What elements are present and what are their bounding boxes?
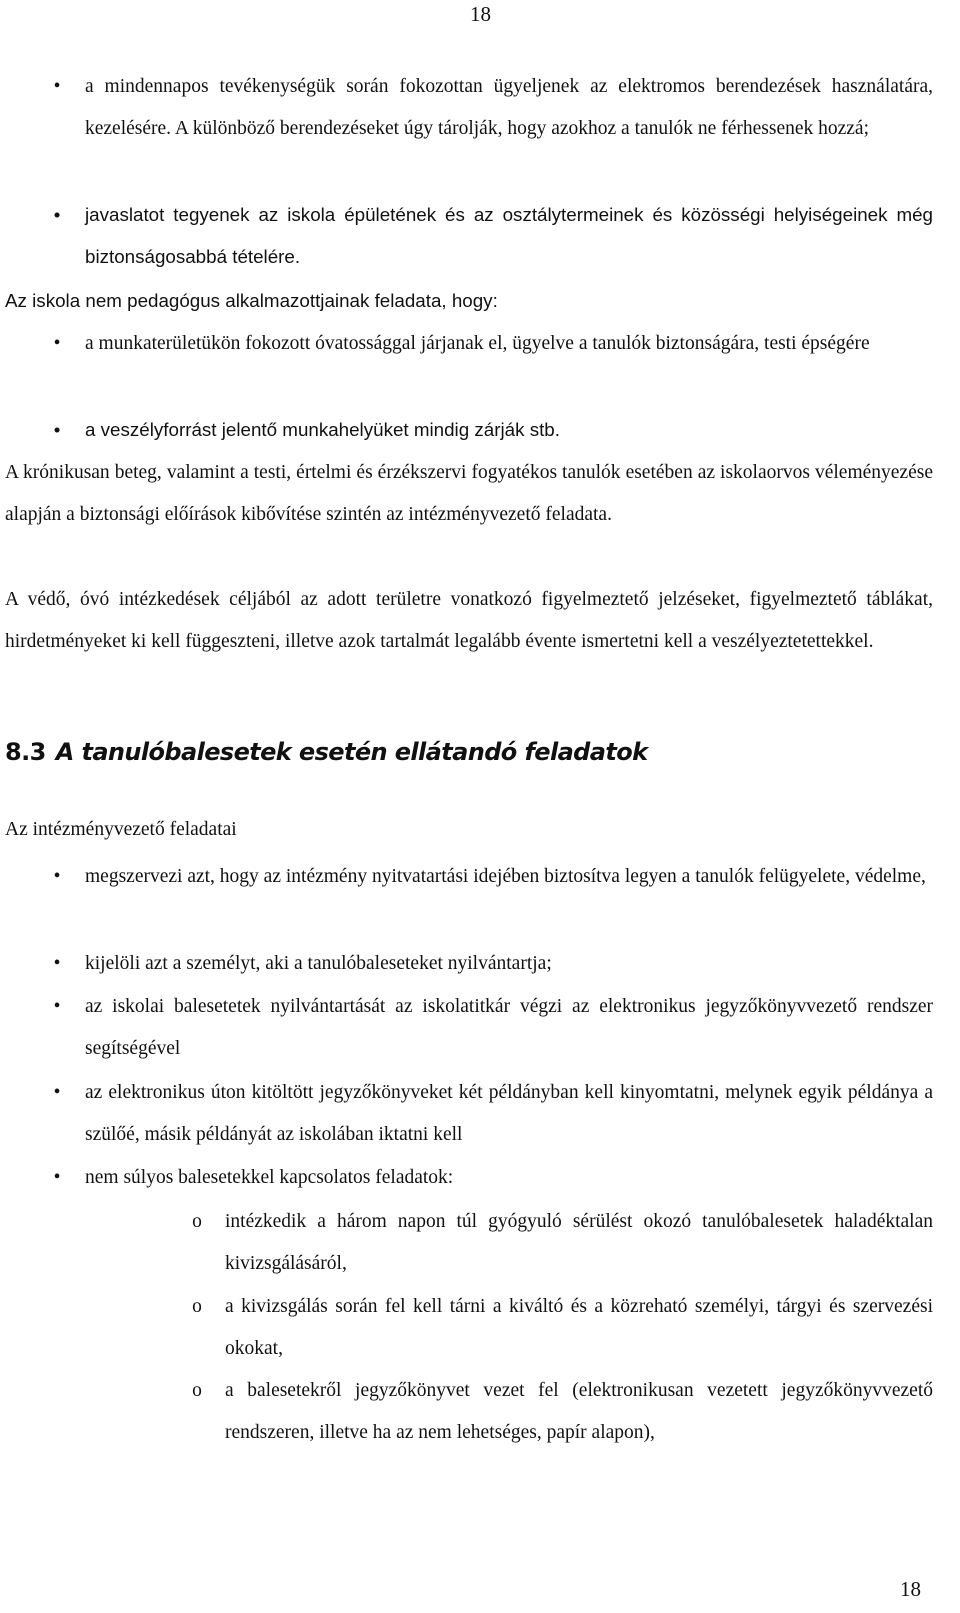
sub-list-item-text: a balesetekről jegyzőkönyvet vezet fel (elektronikusan vezetett jegyzőkönyvvezető rendszeren, illetve ha az nem lehetséges, papír alapon), xyxy=(225,1380,933,1443)
sub-list-item-text: a kivizsgálás során fel kell tárni a kiváltó és a közreható személyi, tárgyi és szervezési okokat, xyxy=(225,1296,933,1359)
bullet-icon: • xyxy=(53,953,61,974)
paragraph-intro-staff: Az iskola nem pedagógus alkalmazottjainak feladata, hogy: xyxy=(5,290,498,311)
bullet-icon: • xyxy=(53,866,61,887)
sub-list-item xyxy=(192,1370,933,1454)
list-item xyxy=(53,409,933,451)
page-number-bottom: 18 xyxy=(900,1577,921,1601)
paragraph-signs: A védő, óvó intézkedések céljából az adott területre vonatkozó figyelmeztető jelzéseket, figyelmeztető táblákat, hirdetményeket ki kell függeszteni, illetve azok tartalmát legalább évente ismertetni kell a veszélyeztetettekkel. xyxy=(5,589,933,652)
paragraph-chronic: A krónikusan beteg, valamint a testi, értelmi és érzékszervi fogyatékos tanulók esetében az iskolaorvos véleményezése alapján a biztonsági előírások kibővítése szintén az intézményvezető feladata. xyxy=(5,462,933,525)
bullet-icon: • xyxy=(53,76,61,97)
list-item-text: megszervezi azt, hogy az intézmény nyitvatartási idejében biztosítva legyen a tanulók felügyelete, védelme, xyxy=(85,866,926,887)
section-number: 8.3 xyxy=(5,738,46,766)
circle-bullet-icon: o xyxy=(192,1296,202,1317)
sub-list-item xyxy=(192,1201,933,1285)
list-item-text: nem súlyos balesetekkel kapcsolatos feladatok: xyxy=(85,1167,454,1188)
list-item xyxy=(53,856,933,898)
paragraph-intro-head: Az intézményvezető feladatai xyxy=(5,819,237,840)
list-item xyxy=(53,1157,933,1199)
circle-bullet-icon: o xyxy=(192,1380,202,1401)
bullet-icon: • xyxy=(53,1082,61,1103)
list-item-text: a veszélyforrást jelentő munkahelyüket mindig zárják stb. xyxy=(85,419,560,440)
list-item xyxy=(53,1072,933,1156)
bullet-icon: • xyxy=(53,204,61,225)
list-item-text: az iskolai balesetetek nyilvántartását az iskolatitkár végzi az elektronikus jegyzőkönyvvezető rendszer segítségével xyxy=(85,996,933,1059)
list-item-text: javaslatot tegyenek az iskola épületének és az osztálytermeinek és közösségi helyiségeinek még biztonságosabbá tételére. xyxy=(85,204,933,267)
list-item xyxy=(53,986,933,1070)
list-item xyxy=(53,66,933,150)
list-item xyxy=(53,194,933,278)
bullet-icon: • xyxy=(53,419,61,440)
list-item-text: a mindennapos tevékenységük során fokozottan ügyeljenek az elektromos berendezések használatára, kezelésére. A különböző berendezéseket úgy tárolják, hogy azokhoz a tanulók ne férhessenek hozzá; xyxy=(85,76,933,139)
sub-list-item xyxy=(192,1286,933,1370)
circle-bullet-icon: o xyxy=(192,1211,202,1232)
list-item-text: az elektronikus úton kitöltött jegyzőkönyveket két példányban kell kinyomtatni, melynek egyik példánya a szülőé, másik példányát az iskolában iktatni kell xyxy=(85,1082,933,1145)
section-heading xyxy=(5,734,647,770)
sub-list-item-text: intézkedik a három napon túl gyógyuló sérülést okozó tanulóbalesetek haladéktalan kivizsgálásáról, xyxy=(225,1211,933,1274)
list-item-text: kijelöli azt a személyt, aki a tanulóbaleseteket nyilvántartja; xyxy=(85,953,552,974)
section-title: A tanulóbalesetek esetén ellátandó feladatok xyxy=(55,738,648,766)
page-number-top: 18 xyxy=(470,2,491,26)
list-item-text: a munkaterületükön fokozott óvatossággal járjanak el, ügyelve a tanulók biztonságára, testi épségére xyxy=(85,333,870,354)
bullet-icon: • xyxy=(53,1167,61,1188)
list-item xyxy=(53,943,933,985)
bullet-icon: • xyxy=(53,996,61,1017)
list-item xyxy=(53,323,933,365)
bullet-icon: • xyxy=(53,333,61,354)
